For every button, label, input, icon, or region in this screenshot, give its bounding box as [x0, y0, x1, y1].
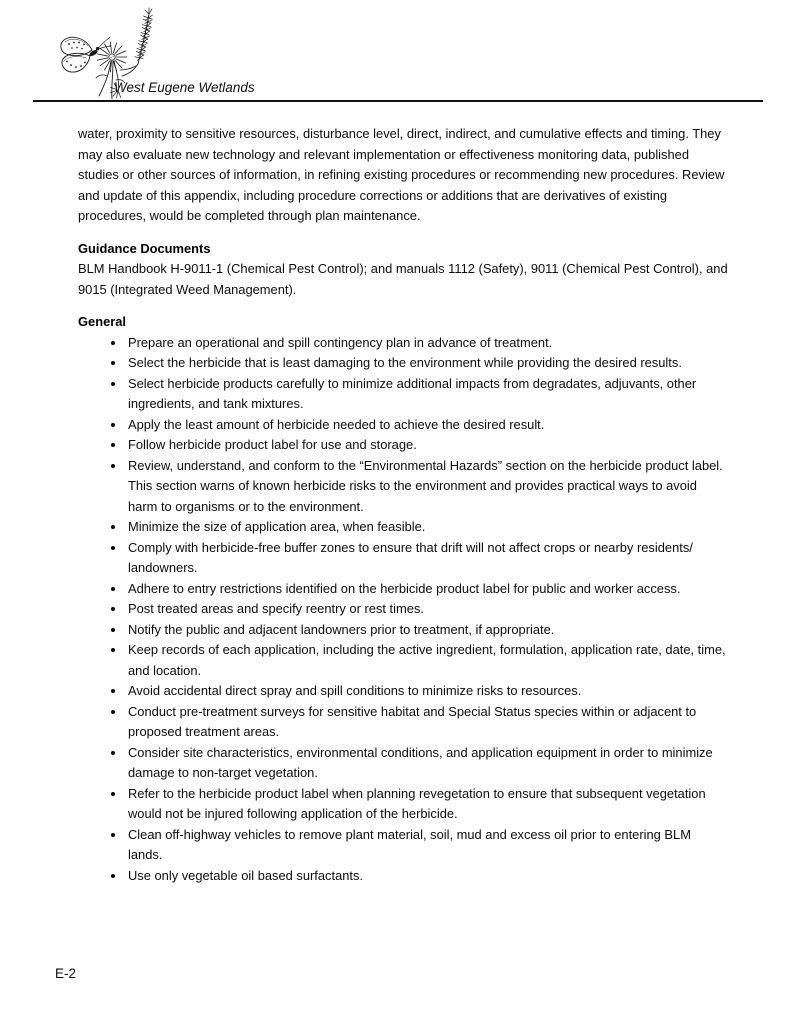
bullet-item: • Adhere to entry restrictions identified on the herbicide product label for public and worker access.	[126, 579, 728, 600]
bullet-item: • Apply the least amount of herbicide needed to achieve the desired result.	[126, 415, 728, 436]
general-bullet-list	[78, 333, 728, 887]
bullet-item: • Select herbicide products carefully to minimize additional impacts from degradates, adjuvants, other ingredients, and tank mixtures.	[126, 374, 728, 415]
bullet-item: • Minimize the size of application area, when feasible.	[126, 517, 728, 538]
bullet-item: • Notify the public and adjacent landowners prior to treatment, if appropriate.	[126, 620, 728, 641]
guidance-documents-body: BLM Handbook H-9011-1 (Chemical Pest Control); and manuals 1112 (Safety), 9011 (Chemical Pest Control), and 9015 (Integrated Weed Management).	[78, 261, 728, 297]
bullet-item: • Consider site characteristics, environmental conditions, and application equipment in order to minimize damage to non-target vegetation.	[126, 743, 728, 784]
guidance-documents-heading: Guidance Documents	[78, 240, 211, 256]
bullet-item: • Keep records of each application, including the active ingredient, formulation, application rate, date, time, and location.	[126, 640, 728, 681]
running-header-title: West Eugene Wetlands	[114, 80, 255, 95]
document-body	[78, 124, 728, 886]
bullet-item: • Select the herbicide that is least damaging to the environment while providing the desired results.	[126, 353, 728, 374]
bullet-item: • Prepare an operational and spill contingency plan in advance of treatment.	[126, 333, 728, 354]
bullet-item: • Avoid accidental direct spray and spill conditions to minimize risks to resources.	[126, 681, 728, 702]
bullet-item: • Use only vegetable oil based surfactants.	[126, 866, 728, 887]
bullet-item: • Comply with herbicide-free buffer zones to ensure that drift will not affect crops or nearby residents/ landowners.	[126, 538, 728, 579]
bullet-item: • Review, understand, and conform to the “Environmental Hazards” section on the herbicide product label. This section warns of known herbicide risks to the environment and provides practical ways to avoid harm to organisms or to the environment.	[126, 456, 728, 518]
bullet-item: • Follow herbicide product label for use and storage.	[126, 435, 728, 456]
bullet-item: • Conduct pre-treatment surveys for sensitive habitat and Special Status species within or adjacent to proposed treatment areas.	[126, 702, 728, 743]
bullet-item: • Refer to the herbicide product label when planning revegetation to ensure that subsequent vegetation would not be injured following application of the herbicide.	[126, 784, 728, 825]
intro-paragraph: water, proximity to sensitive resources, disturbance level, direct, indirect, and cumulative effects and timing. They may also evaluate new technology and relevant implementation or effectiveness monitoring data, published studies or other sources of information, in refining existing procedures or recommending new procedures. Review and update of this appendix, including procedure corrections or additions that are derivatives of existing procedures, would be completed through plan maintenance.	[78, 126, 725, 223]
page-number: E-2	[55, 966, 77, 981]
bullet-item: • Clean off-highway vehicles to remove plant material, soil, mud and excess oil prior to entering BLM lands.	[126, 825, 728, 866]
bullet-item: • Post treated areas and specify reentry or rest times.	[126, 599, 728, 620]
general-heading: General	[78, 314, 127, 329]
header-divider	[33, 100, 763, 102]
